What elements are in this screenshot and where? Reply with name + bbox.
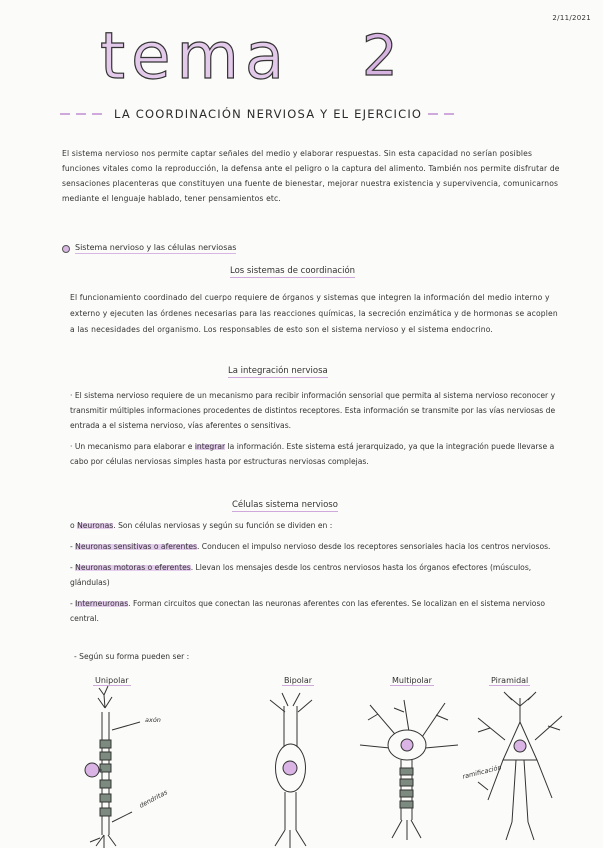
- label-bipolar: Bipolar: [284, 676, 313, 685]
- list-item: o Neuronas. Son células nerviosas y según su función se dividen en :: [70, 521, 333, 530]
- type-text: . Forman circuitos que conectan las neuronas aferentes con las eferentes. Se localizan en el sistema nervioso central.: [70, 599, 546, 623]
- date-label: 2/11/2021: [552, 14, 591, 22]
- type-text: . Llevan los mensajes desde los centros nerviosos hasta los órganos efectores (músculos, glándulas): [70, 563, 532, 587]
- highlight-integrar: integrar: [194, 442, 226, 451]
- list-item: · Un mecanismo para elaborar e integrar la información. Este sistema está jerarquizado, ya que la integración puede llevarse a cabo por células nerviosas simples hasta por estructuras nerviosas complejas.: [70, 442, 555, 466]
- bipolar-neuron-icon: [270, 693, 312, 848]
- dendrites-annotation: dendritas: [137, 788, 169, 810]
- intro-paragraph: El sistema nervioso nos permite captar señales del medio y elaborar respuestas. Sin esta capacidad no serían posibles funciones vitales como la reproducción, la defensa ante el peligro o la captura del alimento. También nos permite disfrutar de sensaciones placenteras que constituyen una fuente de bienestar, mejorar nuestra existencia y supervivencia, comunicarnos mediante el lenguaje hablado, tener pensamientos etc.: [62, 149, 560, 203]
- highlight-neuronas: Neuronas: [77, 521, 114, 530]
- integration-heading: La integración nerviosa: [228, 366, 328, 376]
- coordination-paragraph: El funcionamiento coordinado del cuerpo requiere de órganos y sistemas que integren la información del medio interno y externo y ejecuten las órdenes necesarias para las reacciones químicas, la secreción enzimática y de hormonas se acoplen a las necesidades del organismo. Los responsables de esto son el sistema nervioso y el sistema endocrino.: [70, 293, 558, 334]
- highlight-interneuronas: Interneuronas: [75, 599, 129, 608]
- multipolar-neuron-icon: [360, 700, 458, 840]
- shapes-intro-text: Según su forma pueden ser :: [79, 652, 190, 661]
- integration-item-before: Un mecanismo para elaborar e: [74, 442, 195, 451]
- highlight-sensitivas: Neuronas sensitivas o aferentes: [75, 542, 197, 551]
- integration-item-after: la información. Este sistema está jerarquizado, ya que la integración puede llevarse a cabo por células nerviosas simples hasta por estructuras nerviosas complejas.: [70, 442, 555, 466]
- branching-annotation: ramificación: [461, 763, 503, 781]
- subtitle: LA COORDINACIÓN NERVIOSA Y EL EJERCICIO: [114, 107, 423, 121]
- unipolar-neuron-icon: [85, 686, 140, 848]
- title-word: tema: [100, 20, 291, 94]
- cells-heading: Células sistema nervioso: [232, 500, 338, 510]
- label-unipolar: Unipolar: [95, 676, 129, 685]
- title-number: 2: [362, 24, 398, 89]
- integration-item-text: El sistema nervioso requiere de un mecanismo para recibir información sensorial que permita al sistema nervioso reconocer y transmitir múltiples informaciones procedentes de distintos receptores. Esta información se transmite por las vías nerviosas de entrada a el sistema nervioso, vías aferentes o sensitivas.: [70, 391, 556, 430]
- axon-annotation: axón: [145, 716, 161, 724]
- coordination-heading: Los sistemas de coordinación: [230, 266, 356, 276]
- section-title: Sistema nervioso y las células nerviosas: [75, 243, 237, 252]
- list-item: · El sistema nervioso requiere de un mecanismo para recibir información sensorial que permita al sistema nervioso reconocer y transmitir múltiples informaciones procedentes de distintos receptores. Esta información se transmite por las vías nerviosas de entrada a el sistema nervioso, vías aferentes o sensitivas.: [70, 391, 556, 430]
- label-piramidal: Piramidal: [491, 676, 529, 685]
- list-item: - Interneuronas. Forman circuitos que conectan las neuronas aferentes con las eferentes. Se localizan en el sistema nervioso central.: [70, 599, 546, 623]
- list-item: - Neuronas sensitivas o aferentes. Conducen el impulso nervioso desde los receptores sensoriales hacia los centros nerviosos.: [70, 542, 551, 551]
- type-text: . Conducen el impulso nervioso desde los receptores sensoriales hacia los centros nerviosos.: [196, 542, 551, 551]
- label-multipolar: Multipolar: [392, 676, 432, 685]
- shapes-intro: - Según su forma pueden ser :: [74, 652, 190, 661]
- highlight-motoras: Neuronas motoras o eferentes: [75, 563, 191, 572]
- list-item: - Neuronas motoras o eferentes. Llevan los mensajes desde los centros nerviosos hasta los órganos efectores (músculos, glándulas): [70, 563, 532, 587]
- cells-intro-text: . Son células nerviosas y según su función se dividen en :: [113, 521, 333, 530]
